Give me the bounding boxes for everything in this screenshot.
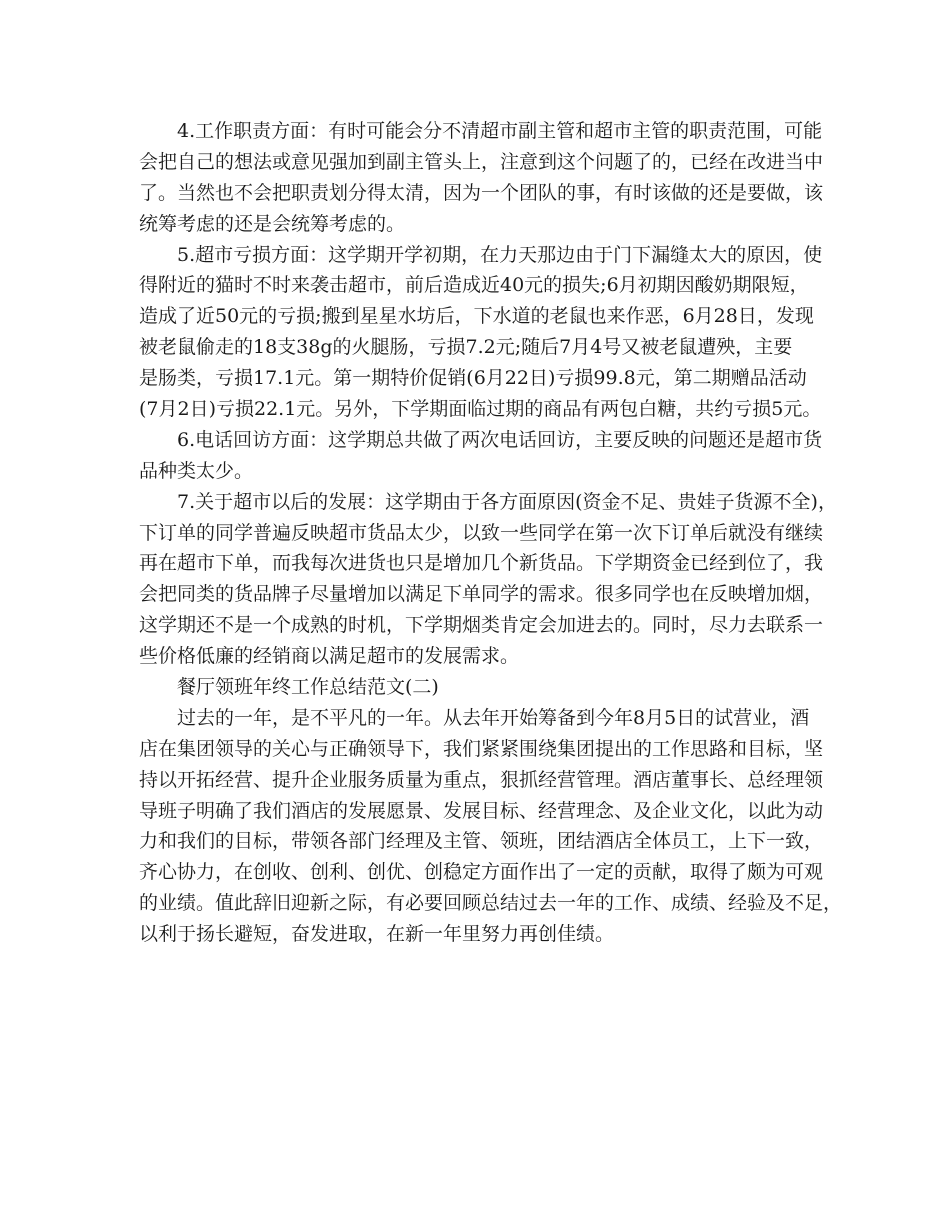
text-line: 过去的一年，是不平凡的一年。从去年开始筹备到今年8月5日的试营业，酒 (177, 706, 810, 729)
text-line: 是肠类，亏损17.1元。第一期特价促销(6月22日)亏损99.8元，第二期赠品活动 (139, 367, 807, 390)
text-line: 齐心协力，在创收、创利、创优、创稳定方面作出了一定的贡献，取得了颇为可观 (139, 861, 824, 884)
text-line: 5.超市亏损方面：这学期开学初期，在力天那边由于门下漏缝太大的原因，使 (177, 243, 823, 266)
text-line: 的业绩。值此辞旧迎新之际，有必要回顾总结过去一年的工作、成绩、经验及不足， (139, 892, 843, 915)
text-line: 得附近的猫时不时来袭击超市，前后造成近40元的损失;6月初期因酸奶期限短， (139, 274, 809, 297)
text-line: 持以开拓经营、提升企业服务质量为重点，狠抓经营管理。酒店董事长、总经理领 (139, 768, 824, 791)
text-line: 店在集团领导的关心与正确领导下，我们紧紧围绕集团提出的工作思路和目标，坚 (139, 737, 824, 760)
text-line: 被老鼠偷走的18支38g的火腿肠，亏损7.2元;随后7月4号又被老鼠遭殃，主要 (139, 336, 793, 359)
paragraph-job-duties (139, 116, 825, 240)
text-line: 些价格低廉的经销商以满足超市的发展需求。 (139, 645, 520, 668)
text-line: 再在超市下单，而我每次进货也只是增加几个新货品。下学期资金已经到位了，我 (139, 552, 824, 575)
text-line: 以利于扬长避短，奋发进取，在新一年里努力再创佳绩。 (139, 923, 615, 946)
text-line: 统筹考虑的还是会统筹考虑的。 (139, 212, 406, 235)
text-line: 6.电话回访方面：这学期总共做了两次电话回访，主要反映的问题还是超市货 (177, 428, 823, 451)
text-line: 了。当然也不会把职责划分得太清，因为一个团队的事，有时该做的还是要做，该 (139, 181, 824, 204)
text-line: 下订单的同学普遍反映超市货品太少，以致一些同学在第一次下订单后就没有继续 (139, 521, 824, 544)
text-line: 会把同类的货品牌子尽量增加以满足下单同学的需求。很多同学也在反映增加烟， (139, 583, 824, 606)
text-line: 导班子明确了我们酒店的发展愿景、发展目标、经营理念、及企业文化，以此为动 (139, 799, 824, 822)
document-body (139, 116, 843, 950)
section-heading (139, 672, 825, 703)
paragraph-future-development (139, 487, 837, 672)
text-line: 造成了近50元的亏损;搬到星星水坊后，下水道的老鼠也来作恶，6月28日，发现 (139, 305, 814, 328)
text-line: 这学期还不是一个成熟的时机，下学期烟类肯定会加进去的。同时，尽力去联系一 (139, 614, 824, 637)
section-title: 餐厅领班年终工作总结范文(二) (177, 676, 439, 699)
text-line: 4.工作职责方面：有时可能会分不清超市副主管和超市主管的职责范围，可能 (177, 120, 823, 142)
text-line: 力和我们的目标，带领各部门经理及主管、领班，团结酒店全体员工，上下一致， (139, 830, 824, 853)
text-line: 品种类太少。 (139, 459, 254, 482)
text-line: (7月2日)亏损22.1元。另外，下学期面临过期的商品有两包白糖，共约亏损5元。 (139, 398, 822, 421)
text-line: 会把自己的想法或意见强加到副主管头上，注意到这个问题了的，已经在改进当中 (139, 150, 824, 173)
paragraph-phone-followup (139, 425, 825, 487)
paragraph-restaurant-summary (139, 703, 843, 950)
text-line: 7.关于超市以后的发展：这学期由于各方面原因(资金不足、贵娃子货源不全)， (177, 490, 837, 513)
paragraph-losses (139, 240, 825, 425)
